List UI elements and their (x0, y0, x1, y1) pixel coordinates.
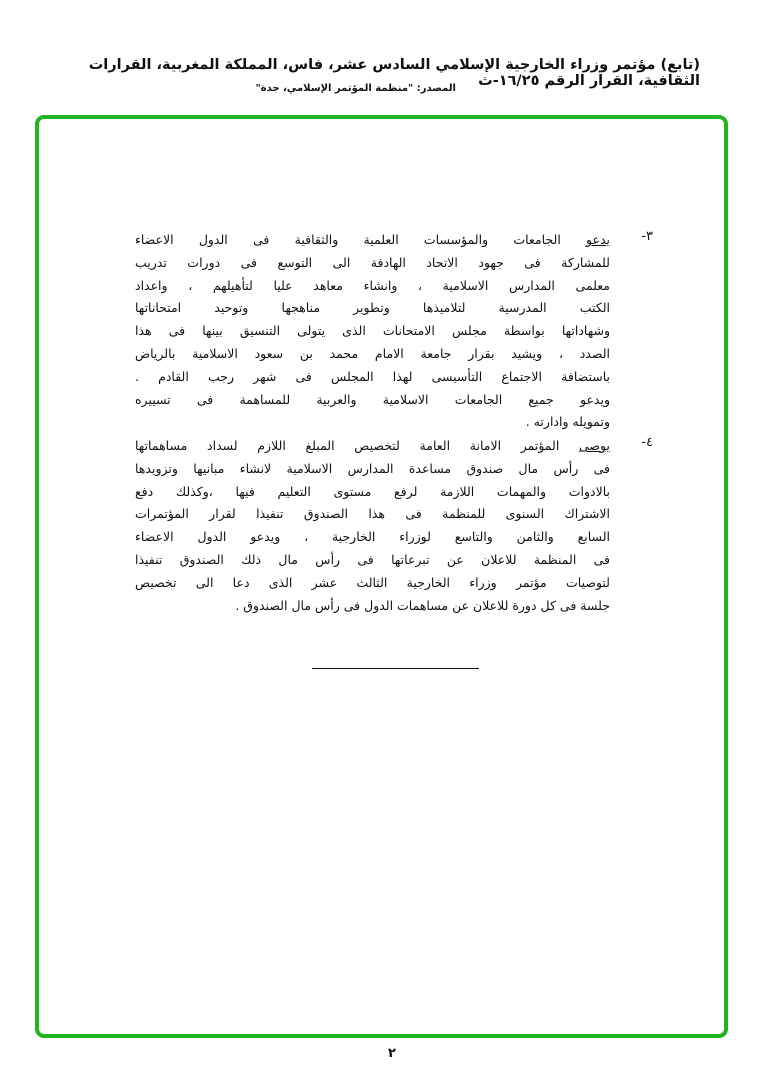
item-number: ٣- (641, 229, 653, 244)
item-lead-verb: يدعو (586, 232, 610, 247)
document-title: (تابع) مؤتمر وزراء الخارجية الإسلامي السادس عشر، فاس، المملكة المغربية، القرارات الثقافية، القرار الرقم ١٦/٢٥-ث (88, 57, 700, 89)
item-line: الكتب المدرسية لتلاميذها وتطوير مناهجها وتوحيد امتحاناتها (135, 300, 610, 316)
document-source: المصدر: "منظمة المؤتمر الإسلامي، جدة" (255, 83, 456, 94)
page-number: ٢ (388, 1046, 396, 1061)
item-line: للمشاركة فى جهود الاتحاد الهادفة الى التوسع فى دورات تدريب (135, 254, 610, 270)
item-line: السابع والثامن والتاسع لوزراء الخارجية ، ويدعو الدول الاعضاء (135, 529, 610, 545)
item-line: المؤتمر الامانة العامة لتخصيص المبلغ اللازم لسداد مساهماتها (135, 438, 580, 453)
item-line: الاشتراك السنوى للمنظمة فى هذا الصندوق تنفيذا لقرار المؤتمرات (135, 506, 610, 522)
item-line: فى رأس مال صندوق مساعدة المدارس الاسلامية لانشاء مبانيها وتزويدها (135, 460, 610, 476)
item-line: معلمى المدارس الاسلامية ، وانشاء معاهد عليا لتأهيلهم ، واعداد (135, 277, 610, 293)
item-line: وشهاداتها بواسطة مجلس الامتحانات الذى يتولى التنسيق بينها فى هذا (135, 323, 610, 339)
item-line: الصدد ، ويشيد بقرار جامعة الامام محمد بن سعود الاسلامية بالرياض (135, 345, 610, 361)
separator-line (312, 668, 479, 669)
item-line: ويدعو جميع الجامعات الاسلامية والعربية للمساهمة فى تسييره (135, 391, 610, 407)
item-line: لتوصيات مؤتمر وزراء الخارجية الثالث عشر الذى دعا الى تخصيص (135, 574, 610, 590)
item-line: وتمويله وادارته . (525, 414, 610, 430)
item-line: الجامعات والمؤسسات العلمية والثقافية فى الدول الاعضاء (135, 232, 587, 247)
item-number: ٤- (641, 435, 653, 450)
item-line: فى المنظمة للاعلان عن تبرعاتها فى رأس مال ذلك الصندوق تنفيذا (135, 551, 610, 567)
item-lead-verb: يوصى (579, 438, 610, 453)
item-line: جلسة فى كل دورة للاعلان عن مساهمات الدول فى رأس مال الصندوق . (235, 597, 610, 613)
item-line: باستضافة الاجتماع التأسيسى لهذا المجلس فى شهر رجب القادم . (135, 368, 610, 384)
item-line: بالادوات والمهمات اللازمة لرفع مستوى التعليم فيها ،وكذلك دفع (135, 483, 610, 499)
